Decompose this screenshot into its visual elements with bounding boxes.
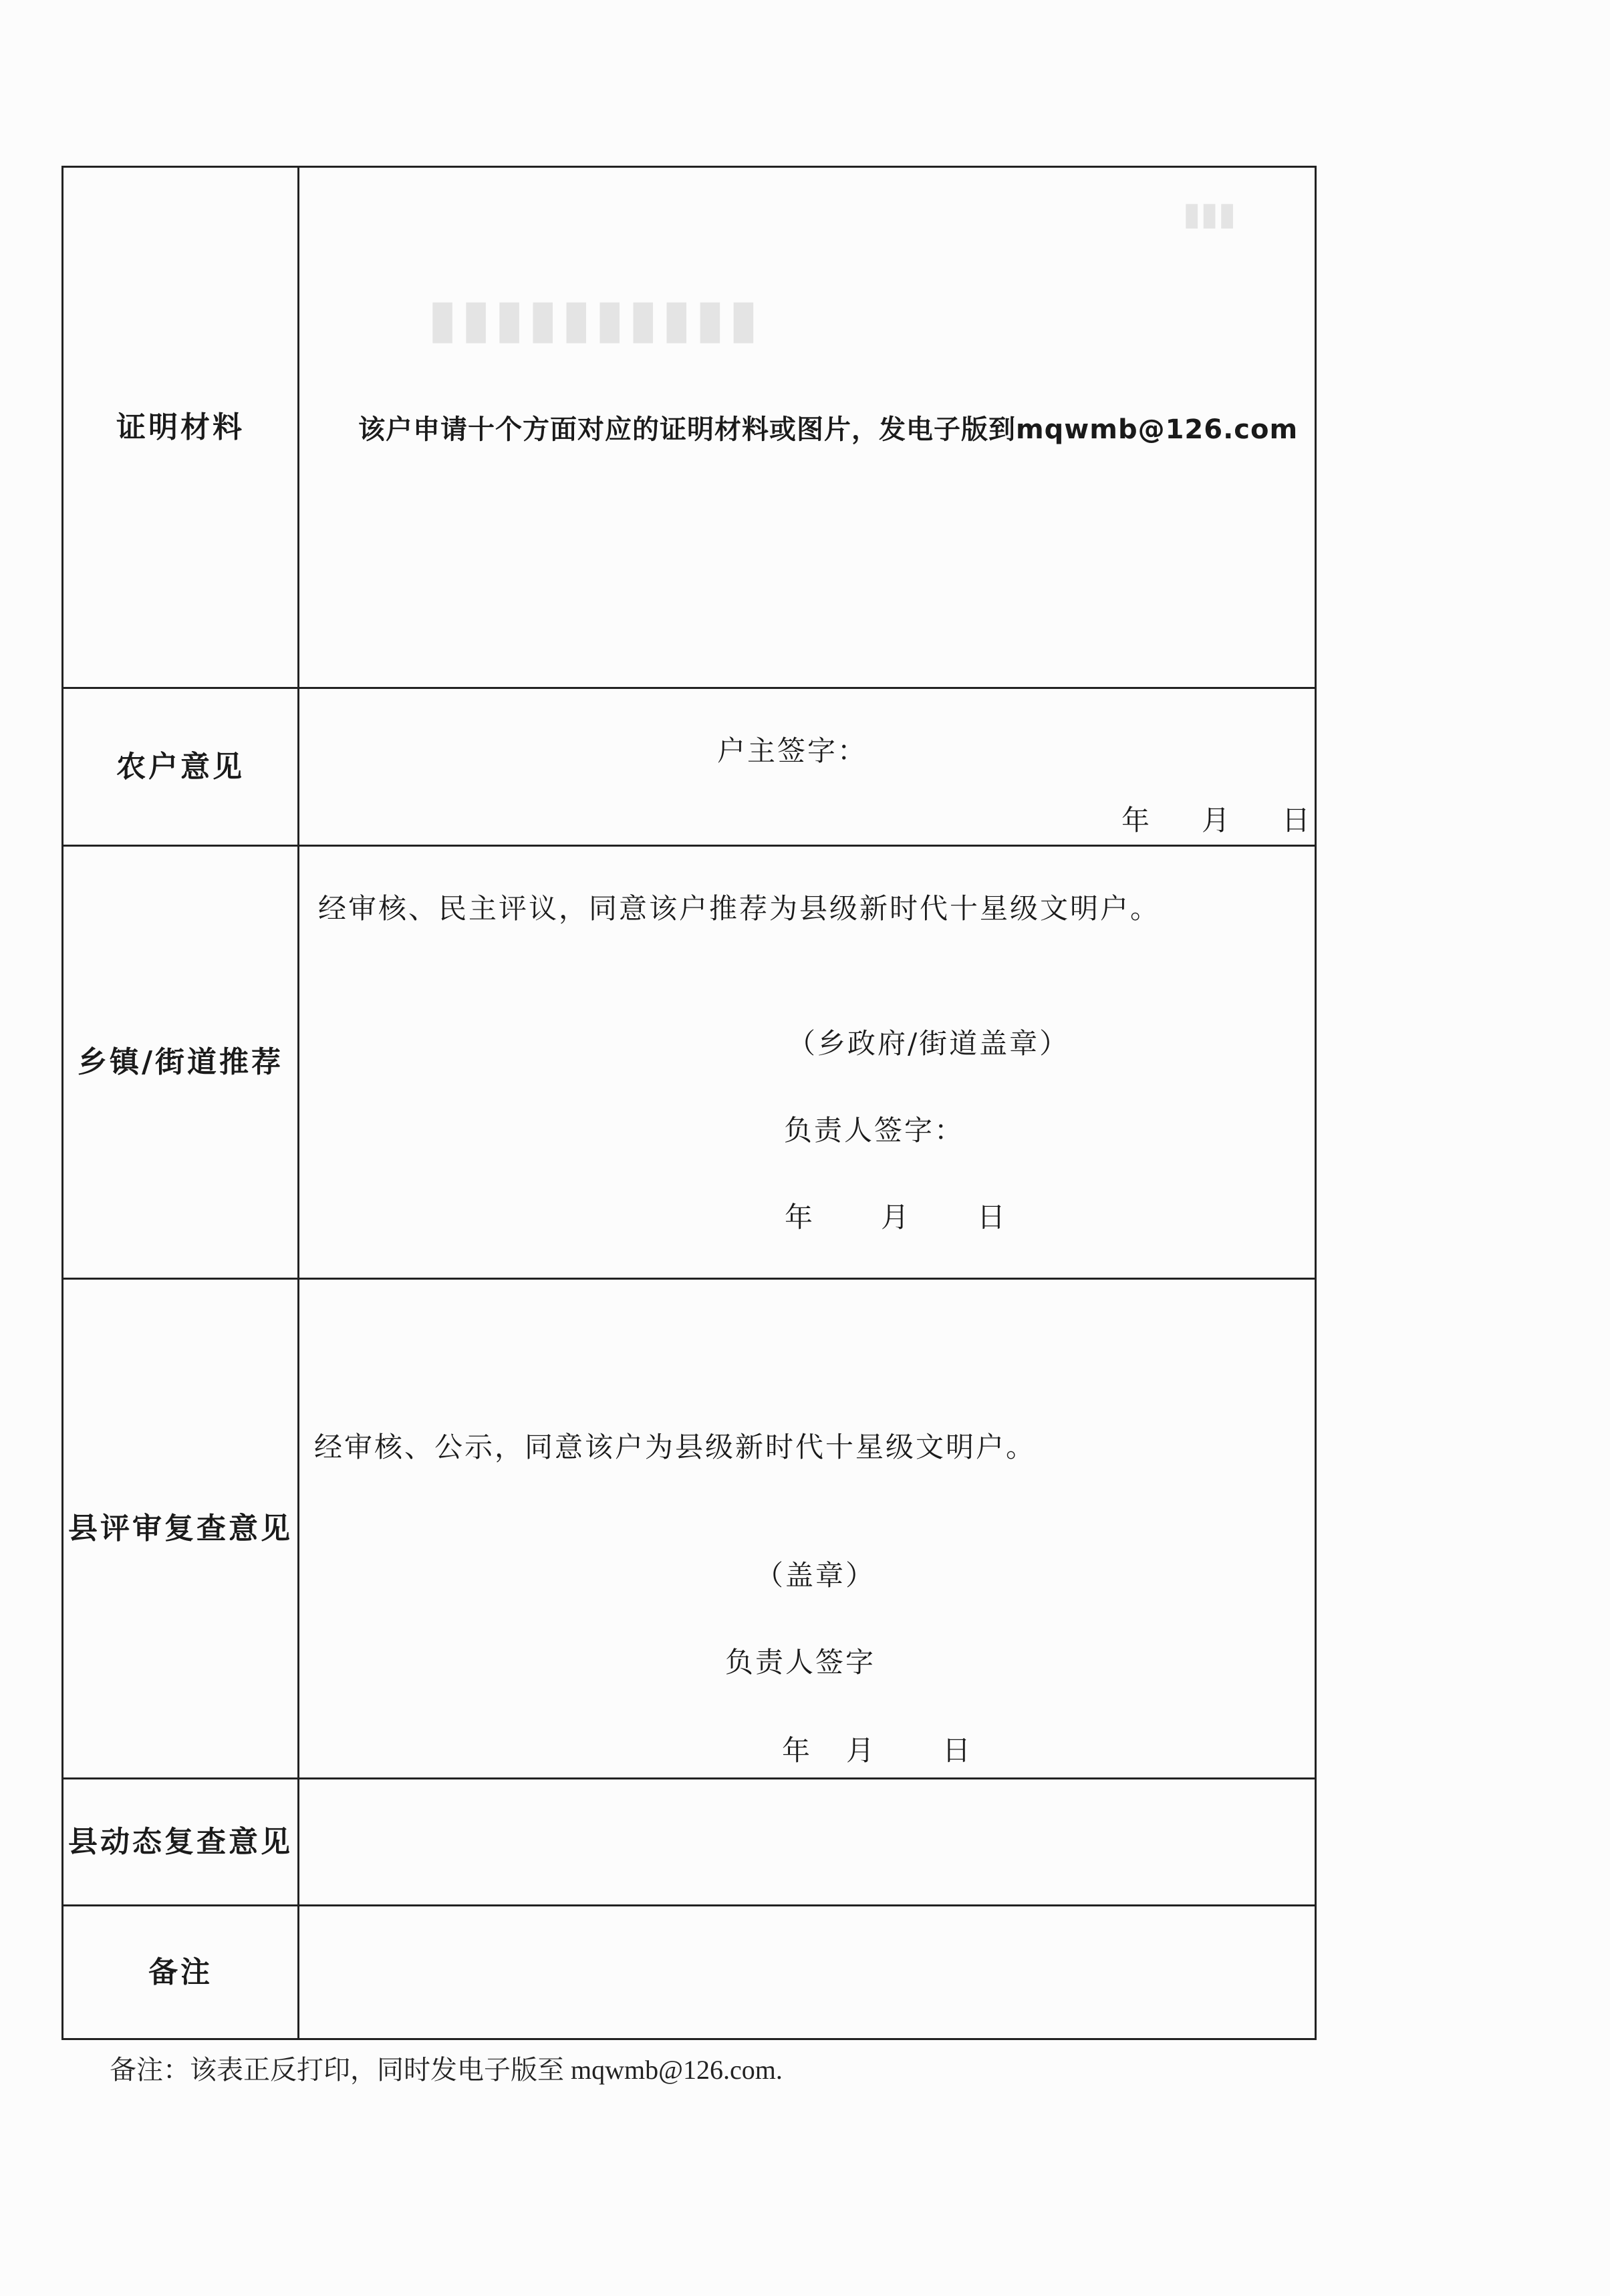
town-signature-label: 负责人签字： — [784, 1114, 965, 1147]
remark-cell[interactable] — [299, 1906, 1316, 2039]
county-dynamic-review-cell[interactable] — [299, 1779, 1316, 1906]
town-recommendation-row — [63, 846, 1316, 1279]
bleed-through-mark: ▮▮▮ — [1183, 195, 1236, 233]
county-review-row — [63, 1279, 1316, 1779]
farmer-opinion-label: 农户意见 — [63, 688, 299, 846]
bleed-through-mark: ▮▮▮▮▮▮▮▮▮▮ — [428, 287, 763, 349]
county-dynamic-review-label: 县动态复查意见 — [63, 1779, 299, 1906]
town-opinion-text: 经审核、民主评议，同意该户推荐为县级新时代十星级文明户。 — [318, 892, 1161, 925]
county-dynamic-review-row — [63, 1779, 1316, 1906]
town-seal-label: （乡政府/街道盖章） — [787, 1027, 1070, 1060]
town-recommendation-label: 乡镇/街道推荐 — [63, 846, 299, 1279]
remark-row — [63, 1906, 1316, 2039]
town-recommendation-cell[interactable] — [299, 846, 1316, 1279]
county-opinion-text: 经审核、公示，同意该户为县级新时代十星级文明户。 — [314, 1431, 1037, 1463]
evidence-label: 证明材料 — [63, 167, 299, 688]
town-date-label: 年 月 日 — [785, 1201, 1010, 1234]
householder-signature-label: 户主签字： — [717, 734, 868, 767]
farmer-opinion-row — [63, 688, 1316, 846]
application-form-table — [61, 166, 1323, 2040]
county-seal-label: （盖章） — [755, 1559, 876, 1592]
farmer-date-label: 年 月 日 — [1121, 804, 1323, 837]
county-date-label: 年 月 日 — [782, 1734, 975, 1767]
farmer-opinion-cell[interactable] — [299, 688, 1323, 846]
footnote: 备注：该表正反打印，同时发电子版至 mqwmb@126.com. — [110, 2055, 783, 2085]
evidence-instruction: 该户申请十个方面对应的证明材料或图片，发电子版到mqwmb@126.com — [358, 414, 1299, 445]
county-signature-label: 负责人签字 — [725, 1646, 876, 1679]
evidence-cell — [299, 167, 1316, 688]
county-review-cell[interactable] — [299, 1279, 1316, 1779]
evidence-row — [63, 167, 1316, 688]
remark-label: 备注 — [63, 1906, 299, 2039]
county-review-label: 县评审复查意见 — [63, 1279, 299, 1779]
